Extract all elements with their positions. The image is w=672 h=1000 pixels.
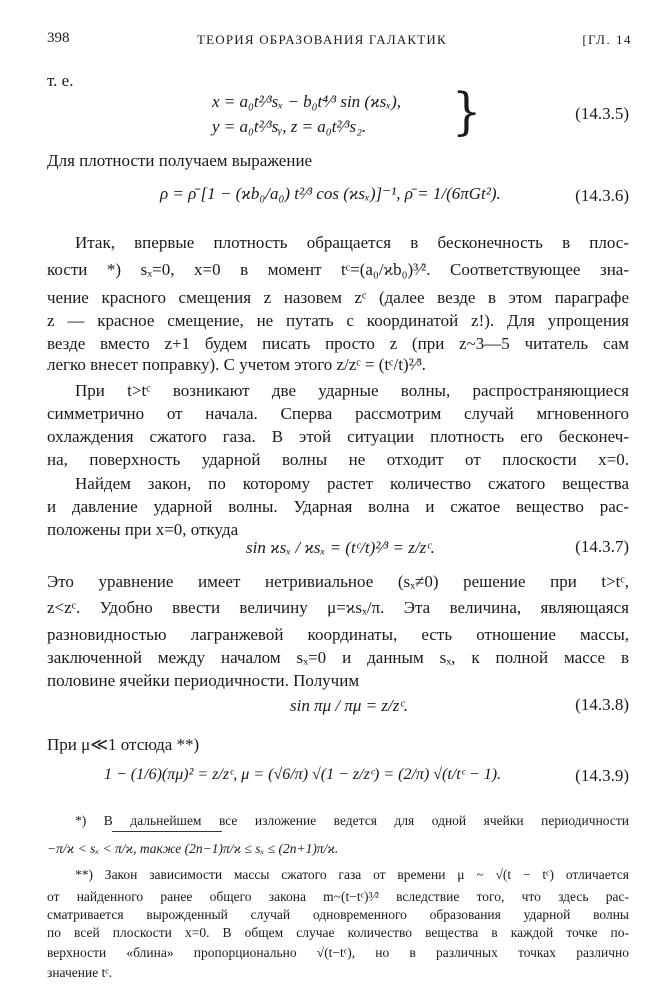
text-line: и давление ударной волны. Ударная волна и сжатое вещество рас- bbox=[47, 497, 629, 516]
text-line: кости *) sₓ=0, x=0 в момент tᶜ=(a₀/ϰb₀)³⁄². Соответствующее зна- bbox=[47, 260, 629, 279]
right-brace-icon: } bbox=[452, 81, 482, 141]
equation-number: (14.3.9) bbox=[575, 766, 629, 785]
text-line: Для плотности получаем выражение bbox=[47, 151, 313, 170]
text-line: При μ≪1 отсюда **) bbox=[47, 735, 200, 754]
footnote-divider bbox=[112, 831, 222, 832]
text-line: Итак, впервые плотность обращается в бесконечность в плос- bbox=[75, 233, 629, 252]
equation-14-3-9: 1 − (1/6)(πμ)² = z/zᶜ, μ = (√6/π) √(1 − z/zᶜ) = (2/π) √(t/tᶜ − 1). bbox=[104, 766, 502, 783]
equation-14-3-5-line-2: y = a₀t²⁄³sᵧ, z = a₀t²⁄³s₂. bbox=[212, 117, 367, 136]
text-line: z<zᶜ. Удобно ввести величину μ=ϰsₓ/π. Эта величина, являющаяся bbox=[47, 598, 629, 617]
equation-number: (14.3.5) bbox=[575, 104, 629, 123]
running-title: ТЕОРИЯ ОБРАЗОВАНИЯ ГАЛАКТИК bbox=[197, 32, 447, 47]
text-line: При t>tᶜ возникают две ударные волны, распространяющиеся bbox=[75, 381, 629, 400]
footnote-line: **) Закон зависимости массы сжатого газа от времени μ ~ √(t − tᶜ) отличается bbox=[75, 867, 629, 882]
text-line: везде вместо z+1 будем писать просто z (при z~3—5 читатель сам bbox=[47, 334, 629, 353]
text-line: Это уравнение имеет нетривиальное (sₓ≠0) решение при t>tᶜ, bbox=[47, 572, 629, 591]
footnote-line: от найденного ранее общего закона m~(t−tᶜ)³⁄² вследствие того, что здесь рас- bbox=[47, 889, 629, 904]
footnote-line: верхности «блина» пропорционально √(t−tᶜ), но в различных точках различно bbox=[47, 945, 629, 960]
equation-14-3-7: sin ϰsₓ / ϰsₓ = (tᶜ/t)²⁄³ = z/zᶜ. bbox=[246, 538, 435, 557]
text-line: z — красное смещение, не путать с координатой z!). Для упрощения bbox=[47, 311, 629, 330]
equation-number: (14.3.8) bbox=[575, 695, 629, 714]
page-number: 398 bbox=[47, 30, 70, 46]
equation-number: (14.3.7) bbox=[575, 537, 629, 556]
text-line: разновидностью лагранжевой координаты, есть отношение массы, bbox=[47, 625, 629, 644]
text-line: Найдем закон, по которому растет количество сжатого вещества bbox=[75, 474, 629, 493]
footnote-line: по всей плоскости x=0. В общем случае количество вещества в каждой точке по- bbox=[47, 925, 629, 940]
equation-number: (14.3.6) bbox=[575, 186, 629, 205]
footnote-line: сматривается вырожденный случай одновременного образования ударной волны bbox=[47, 907, 629, 922]
page-header bbox=[47, 30, 632, 50]
footnote-line: значение tᶜ. bbox=[47, 965, 113, 980]
text-line: легко внесет поправку). С учетом этого z/zᶜ = (tᶜ/t)²⁄³. bbox=[47, 355, 426, 374]
equation-14-3-6: ρ = ρ̄ [1 − (ϰb₀/a₀) t²⁄³ cos (ϰsₓ)]⁻¹, ρ̄ = 1/(6πGt²). bbox=[160, 184, 501, 203]
footnote-line: *) В дальнейшем все изложение ведется для одной ячейки периодичности bbox=[75, 813, 629, 828]
text-line: заключенной между началом sₓ=0 и данным sₓ, к полной массе в bbox=[47, 648, 629, 667]
equation-14-3-5-line-1: x = a₀t²⁄³sₓ − b₀t⁴⁄³ sin (ϰsₓ), bbox=[212, 92, 401, 111]
text-line: на, поверхность ударной волны не отходит от плоскости x=0. bbox=[47, 450, 629, 469]
text-line: чение красного смещения z назовем zᶜ (далее везде в этом параграфе bbox=[47, 288, 629, 307]
text-line: т. е. bbox=[47, 71, 74, 90]
chapter-label: [ГЛ. 14 bbox=[582, 32, 632, 47]
equation-14-3-8: sin πμ / πμ = z/zᶜ. bbox=[290, 696, 409, 715]
text-line: положены при x=0, откуда bbox=[47, 520, 239, 539]
footnote-line: −π/ϰ < sₓ < π/ϰ, также (2n−1)π/ϰ ≤ sₓ ≤ (2n+1)π/ϰ. bbox=[47, 841, 339, 856]
text-line: симметрично от начала. Сперва рассмотрим случай мгновенного bbox=[47, 404, 629, 423]
text-line: половине ячейки периодичности. Получим bbox=[47, 671, 360, 690]
text-line: охлаждения сжатого газа. В этой ситуации плотность его бесконеч- bbox=[47, 427, 629, 446]
